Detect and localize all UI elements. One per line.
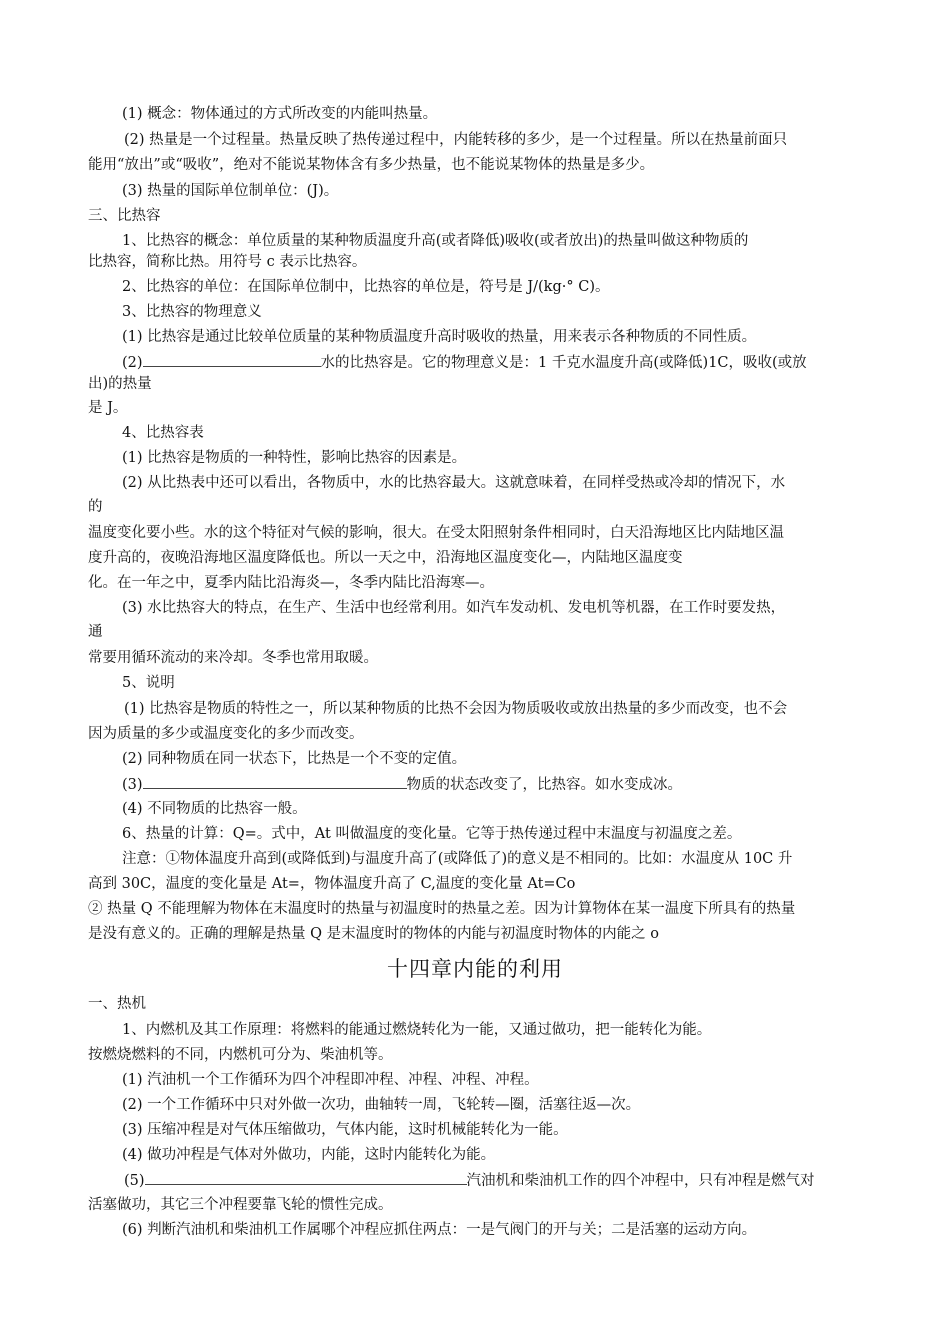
- engine-principle: 1、内燃机及其工作原理：将燃料的能通过燃烧转化为一能，又通过做功，把一能转化为能。: [122, 1022, 712, 1038]
- specific-heat-table-2-cont: 的: [88, 499, 103, 515]
- note-1: (1) 比热容是物质的特性之一，所以某种物质的比热不会因为物质吸收或放出热量的多少而改变，也不会: [124, 701, 788, 717]
- specific-heat-meaning-1: (1) 比热容是通过比较单位质量的某种物质温度升高时吸收的热量，用来表示各种物质的不同性质。: [122, 329, 757, 345]
- specific-heat-concept: 1、比热容的概念：单位质量的某种物质温度升高(或者降低)吸收(或者放出)的热量叫做这种物质的: [122, 233, 749, 249]
- specific-heat-table-2-cont2: 温度变化要小些。水的这个特征对气候的影响，很大。在受太阳照射条件相同时，白天沿海地区比内陆地区温: [88, 525, 784, 541]
- section-heading-specific-heat: 三、比热容: [88, 208, 161, 224]
- note-4: (4) 不同物质的比热容一般。: [122, 801, 307, 817]
- engine-item-5: [124, 1170, 815, 1191]
- heat-calculation: 6、热量的计算：Q=。式中，At 叫做温度的变化量。它等于热传递过程中末温度与初温度之差。: [122, 826, 742, 842]
- heat-process-quantity: (2) 热量是一个过程量。热量反映了热传递过程中，内能转移的多少，是一个过程量。所以在热量前面只: [124, 132, 788, 148]
- engine-item-4: (4) 做功冲程是气体对外做功，内能，这时内能转化为能。: [122, 1147, 496, 1163]
- fill-blank[interactable]: [143, 352, 321, 367]
- engine-item-5-cont: 活塞做功，其它三个冲程要靠飞轮的惯性完成。: [88, 1197, 393, 1213]
- specific-heat-meaning-2-cont2: 是 J。: [88, 400, 128, 416]
- attention-2: ② 热量 Q 不能理解为物体在末温度时的热量与初温度时的热量之差。因为计算物体在某一温度下所具有的热量: [88, 901, 796, 917]
- engine-item-2: (2) 一个工作循环中只对外做一次功，曲轴转一周，飞轮转—圈，活塞往返—次。: [122, 1097, 641, 1113]
- attention-2-cont: 是没有意义的。正确的理解是热量 Q 是末温度时的物体的内能与初温度时物体的内能之 o: [88, 926, 659, 942]
- heat-concept: (1) 概念：物体通过的方式所改变的内能叫热量。: [122, 106, 438, 122]
- engine-principle-cont: 按燃烧燃料的不同，内燃机可分为、柴油机等。: [88, 1047, 393, 1063]
- specific-heat-table-2: (2) 从比热表中还可以看出，各物质中，水的比热容最大。这就意味着，在同样受热或冷却的情况下，水: [122, 475, 786, 491]
- item-number: (2): [122, 355, 143, 371]
- item-text: 汽油机和柴油机工作的四个冲程中，只有冲程是燃气对: [466, 1173, 815, 1189]
- item-number: (3): [122, 777, 143, 793]
- chapter-title: 十四章内能的利用: [387, 957, 563, 981]
- specific-heat-table-3-cont: 通: [88, 624, 103, 640]
- heat-unit: (3) 热量的国际单位制单位：(J)。: [122, 183, 339, 199]
- engine-item-1: (1) 汽油机一个工作循环为四个冲程即冲程、冲程、冲程、冲程。: [122, 1072, 539, 1088]
- heat-process-quantity-cont: 能用“放出”或“吸收”，绝对不能说某物体含有多少热量，也不能说某物体的热量是多少。: [88, 157, 655, 173]
- item-text: 物质的状态改变了，比热容。如水变成冰。: [406, 777, 683, 793]
- specific-heat-table-1: (1) 比热容是物质的一种特性，影响比热容的因素是。: [122, 450, 467, 466]
- specific-heat-meaning-heading: 3、比热容的物理意义: [122, 304, 262, 320]
- specific-heat-table-2-cont3: 度升高的，夜晚沿海地区温度降低也。所以一天之中，沿海地区温度变化—，内陆地区温度变: [88, 550, 683, 566]
- item-text: 水的比热容是。它的物理意义是：1 千克水温度升高(或降低)1C，吸收(或放: [320, 355, 807, 371]
- attention-1-cont: 高到 30C，温度的变化量是 At=，物体温度升高了 C,温度的变化量 At=Co: [88, 876, 576, 892]
- notes-heading: 5、说明: [122, 675, 175, 691]
- note-2: (2) 同种物质在同一状态下，比热是一个不变的定值。: [122, 751, 467, 767]
- section-heading-heat-engine: 一、热机: [88, 996, 146, 1012]
- engine-item-3: (3) 压缩冲程是对气体压缩做功，气体内能，这时机械能转化为一能。: [122, 1122, 568, 1138]
- specific-heat-table-2-cont4: 化。在一年之中，夏季内陆比沿海炎—，冬季内陆比沿海寒—。: [88, 575, 494, 591]
- specific-heat-concept-cont: 比热容，简称比热。用符号 c 表示比热容。: [88, 254, 367, 270]
- engine-item-6: (6) 判断汽油机和柴油机工作属哪个冲程应抓住两点：一是气阀门的开与关；二是活塞的运动方向。: [122, 1222, 757, 1238]
- note-3: [122, 774, 682, 795]
- specific-heat-table-heading: 4、比热容表: [122, 425, 204, 441]
- note-1-cont: 因为质量的多少或温度变化的多少而改变。: [88, 726, 364, 742]
- fill-blank[interactable]: [143, 774, 407, 789]
- specific-heat-meaning-2-cont: 出)的热量: [88, 376, 152, 392]
- specific-heat-table-3-cont2: 常要用循环流动的来冷却。冬季也常用取暖。: [88, 650, 378, 666]
- fill-blank[interactable]: [145, 1170, 467, 1185]
- specific-heat-table-3: (3) 水比热容大的特点，在生产、生活中也经常利用。如汽车发动机、发电机等机器，在工作时要发热，: [122, 600, 786, 616]
- specific-heat-meaning-2: [122, 352, 807, 373]
- item-number: (5): [124, 1173, 145, 1189]
- attention-1: 注意：①物体温度升高到(或降低到)与温度升高了(或降低了)的意义是不相同的。比如：水温度从 10C 升: [122, 851, 793, 867]
- specific-heat-unit: 2、比热容的单位：在国际单位制中，比热容的单位是，符号是 J/(kg·° C)。: [122, 279, 610, 295]
